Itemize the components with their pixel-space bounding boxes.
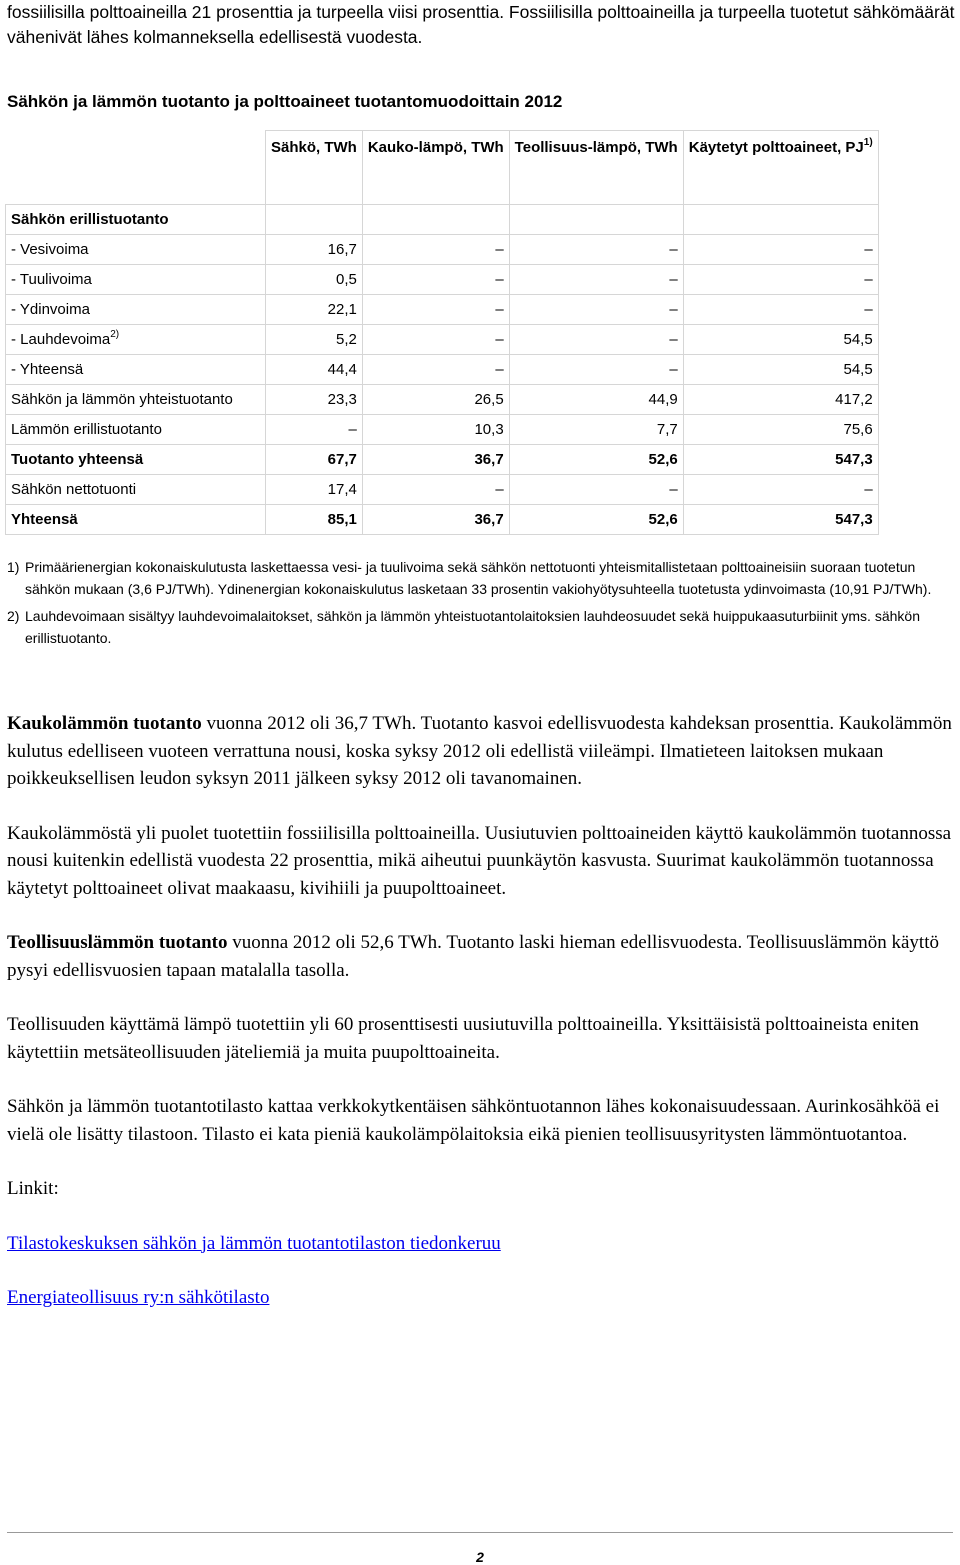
table-row [6,445,879,475]
row-value: 52,6 [509,505,683,535]
row-value: 75,6 [683,415,878,445]
header-industrial-heat: Teollisuus-lämpö, TWh [509,131,683,205]
table-title: Sähkön ja lämmön tuotanto ja polttoaineet tuotantomuodoittain 2012 [7,92,563,111]
row-value: 54,5 [683,355,878,385]
row-value: 547,3 [683,445,878,475]
page-footer-rule [7,1532,953,1533]
row-value: 44,9 [509,385,683,415]
row-value: – [509,355,683,385]
page-number: 2 [476,1549,484,1565]
row-value: 52,6 [509,445,683,475]
paragraph-industrial-heat: Teollisuuslämmön tuotanto vuonna 2012 oli 52,6 TWh. Tuotanto laski hieman edellisvuodesta. Teollisuuslämmön käyttö pysyi edellisvuosien tapaan matalalla tasolla. [7,932,939,981]
paragraph-coverage: Sähkön ja lämmön tuotantotilasto kattaa verkkokytkentäisen sähköntuotannon lähes kokonaisuudessaan. Aurinkosähköä ei vielä ole lisätty tilastoon. Tilasto ei kata pieniä kaukolämpölaitoksia eikä pienien teollisuusyritysten lämmöntuotantoa. [7,1096,940,1145]
header-fuels: Käytetyt polttoaineet, PJ$^{1)}$ [683,131,878,205]
row-value: 36,7 [362,445,509,475]
paragraph-district-heat: Kaukolämmön tuotanto vuonna 2012 oli 36,7 TWh. Tuotanto kasvoi edellisvuodesta kahdeksan prosenttia. Kaukolämmön kulutus edelliseen vuoteen verrattuna nousi, koska syksy 2012 oli edellistä viileämpi. Ilmatieteen laitoksen mukaan poikkeuksellisen leudon syksyn 2011 jälkeen syksy 2012 oli tavanomainen. [7,713,952,789]
row-value: – [362,475,509,505]
table-row [6,505,879,535]
row-value: – [683,295,878,325]
row-value: 67,7 [266,445,363,475]
row-value: 54,5 [683,325,878,355]
row-label: Sähkön ja lämmön yhteistuotanto [6,385,266,415]
links-section [7,1175,957,1312]
row-label: Sähkön nettotuonti [6,475,266,505]
row-value: 417,2 [683,385,878,415]
row-value: 547,3 [683,505,878,535]
row-value: 0,5 [266,265,363,295]
header-electricity: Sähkö, TWh [266,131,363,205]
header-district-heat: Kauko-lämpö, TWh [362,131,509,205]
row-value: 22,1 [266,295,363,325]
link-statistics-finland[interactable]: Tilastokeskuksen sähkön ja lämmön tuotantotilaston tiedonkeruu [7,1232,501,1254]
row-value: – [509,265,683,295]
row-value: 5,2 [266,325,363,355]
table-row [6,475,879,505]
row-value: – [266,415,363,445]
row-value: – [362,295,509,325]
header-blank [6,131,266,205]
row-value: 23,3 [266,385,363,415]
row-value: 44,4 [266,355,363,385]
row-value: 85,1 [266,505,363,535]
table-row [6,265,879,295]
row-value: 26,5 [362,385,509,415]
row-value: – [362,355,509,385]
paragraph-industrial-fuels: Teollisuuden käyttämä lämpö tuotettiin yli 60 prosenttisesti uusiutuvilla polttoaineilla. Yksittäisistä polttoaineista eniten käytettiin metsäteollisuuden jäteliemiä ja muita puupolttoaineita. [7,1014,919,1063]
section-label: Sähkön erillistuotanto [6,205,266,235]
row-value: – [683,235,878,265]
row-value: 36,7 [362,505,509,535]
table-row [6,235,879,265]
paragraph-district-heat-fuels: Kaukolämmöstä yli puolet tuotettiin fossiilisilla polttoaineilla. Uusiutuvien polttoaineiden käyttö kaukolämmön tuotannossa nousi kuitenkin edellistä vuodesta 22 prosenttia, mikä aiheutui puunkäytön kasvusta. Suurimat kaukolämmön tuotannossa käytetyt polttoaineet olivat maakaasu, kivihiili ja puupolttoaineet. [7,822,952,899]
row-value: – [509,325,683,355]
row-value: 10,3 [362,415,509,445]
production-table [5,130,879,535]
row-value: – [509,295,683,325]
body-text [7,710,957,1339]
row-value: 7,7 [509,415,683,445]
table-row [6,295,879,325]
row-value: – [683,475,878,505]
row-value: – [362,325,509,355]
row-label: Tuotanto yhteensä [6,445,266,475]
row-label: - Ydinvoima [6,295,266,325]
row-value: – [683,265,878,295]
intro-paragraph: fossiilisilla polttoaineilla 21 prosenttia ja turpeella viisi prosenttia. Fossiilisilla polttoaineilla ja turpeella tuotetut sähkömäärät vähenivät lähes kolmanneksella edellisestä vuodesta. [7,2,955,47]
row-value: 17,4 [266,475,363,505]
table-header-row [6,131,879,205]
row-value: – [509,475,683,505]
links-heading: Linkit: [7,1178,59,1199]
row-label: - Yhteensä [6,355,266,385]
table-row [6,325,879,355]
link-energiateollisuus[interactable]: Energiateollisuus ry:n sähkötilasto [7,1287,270,1308]
row-label: - Tuulivoima [6,265,266,295]
table-section-row [6,205,879,235]
row-label: - Lauhdevoima$^{2)}$ [6,325,266,355]
table-row [6,355,879,385]
table-row [6,385,879,415]
row-value: – [509,235,683,265]
row-value: 16,7 [266,235,363,265]
row-label: Yhteensä [6,505,266,535]
row-label: - Vesivoima [6,235,266,265]
row-value: – [362,235,509,265]
table-row [6,415,879,445]
footnote-2: 2) Lauhdevoimaan sisältyy lauhdevoimalaitokset, sähkön ja lämmön yhteistuotantolaitoksien lauhdeosuudet sekä huippukaasuturbiinit yms. sähkön erillistuotanto. [7,608,920,646]
row-label: Lämmön erillistuotanto [6,415,266,445]
row-value: – [362,265,509,295]
footnotes [7,556,957,654]
footnote-1: 1) Primäärienergian kokonaiskulutusta laskettaessa vesi- ja tuulivoima sekä sähkön nettotuonti yhteismitallistetaan polttoaineisiin suoraan tuotetun sähkön mukaan (3,6 PJ/TWh). Ydinenergian kokonaiskulutus lasketaan 33 prosentin vakiohyötysuhteella tuotetusta ydinvoimasta (10,91 PJ/TWh). [7,559,932,597]
